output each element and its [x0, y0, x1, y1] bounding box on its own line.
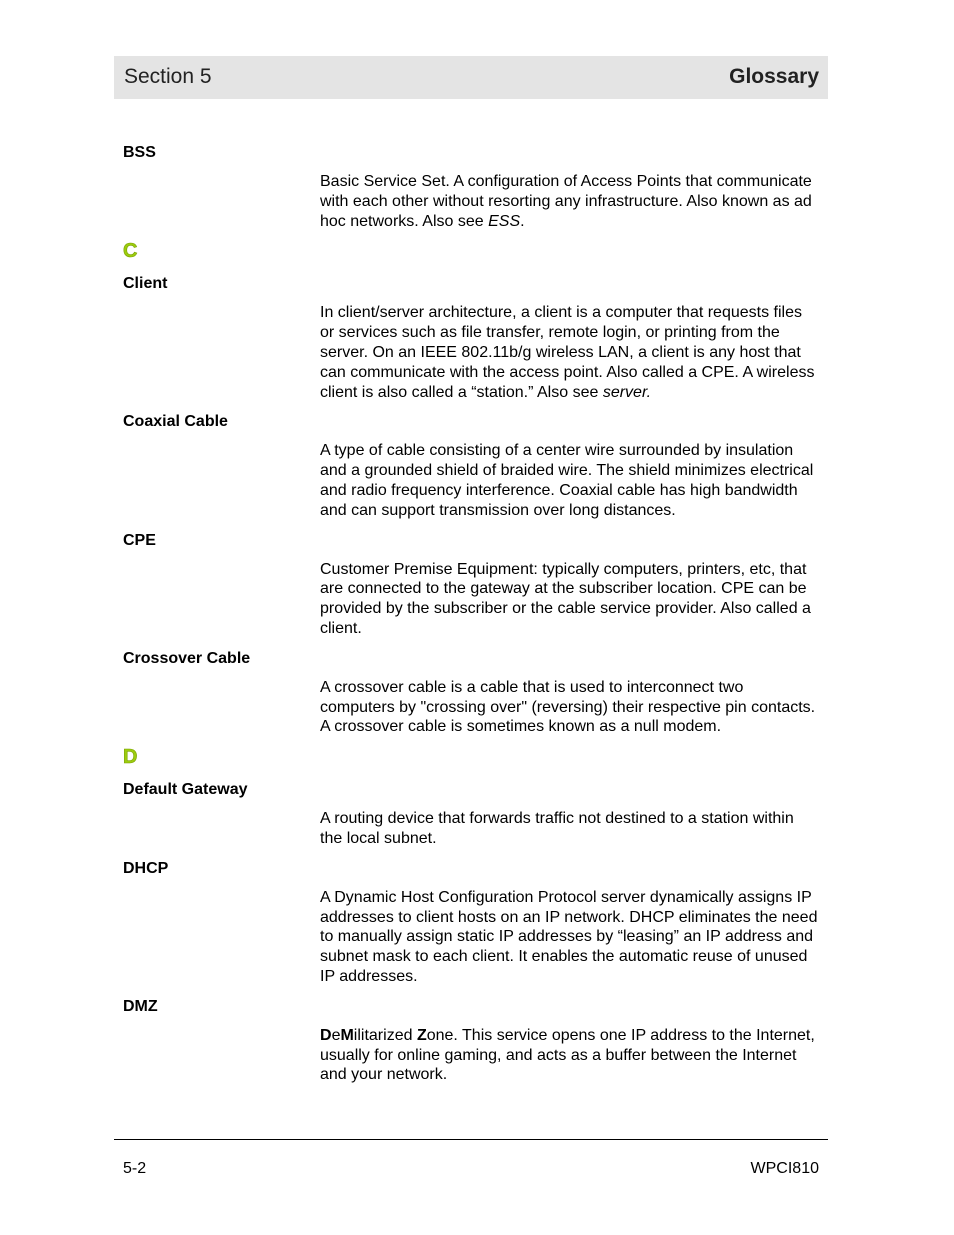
glossary-term: Client — [123, 275, 168, 293]
glossary-term: CPE — [123, 531, 156, 549]
glossary-entry-bss — [123, 143, 819, 231]
glossary-definition: A crossover cable is a cable that is used to interconnect two computers by "crossing over" (reversing) their respective pin contacts. A crossover cable is sometimes known as a null modem. — [320, 678, 816, 736]
glossary-entry-dmz — [123, 997, 819, 1085]
glossary-entry-cpe — [123, 531, 819, 639]
glossary-definition: A type of cable consisting of a center wire surrounded by insulation and a grounded shield of braided wire. The shield minimizes electrical and radio frequency interference. Coaxial cable has high bandwidth and can support transmission over long distances. — [320, 442, 814, 519]
section-label: Section 5 — [124, 65, 212, 88]
glossary-definition: Customer Premise Equipment: typically computers, printers, etc, that are connected to the gateway at the subscriber location. CPE can be provided by the subscriber or the cable service provider. Also called a client. — [320, 560, 811, 637]
glossary-term: BSS — [123, 144, 156, 161]
glossary-entry-client — [123, 274, 819, 402]
glossary-definition: Basic Service Set. A configuration of Access Points that communicate with each other without resorting any infrastructure. Also known as ad hoc networks. Also see ESS. — [320, 173, 812, 230]
glossary-definition: A Dynamic Host Configuration Protocol server dynamically assigns IP addresses to client hosts on an IP network. DHCP eliminates the need to manually assign static IP addresses by “leasing” an IP address and subnet mask to each client. It enables the automatic reuse of unused IP addresses. — [320, 888, 818, 985]
glossary-entry-coaxial-cable — [123, 412, 819, 520]
glossary-definition: DeMilitarized Zone. This service opens one IP address to the Internet, usually for online gaming, and acts as a buffer between the Internet and your network. — [320, 1026, 815, 1084]
glossary-entry-default-gateway — [123, 780, 819, 849]
footer-divider — [114, 1139, 828, 1140]
glossary-term: Crossover Cable — [123, 649, 251, 667]
glossary-entry-dhcp — [123, 859, 819, 987]
page-number: 5-2 — [123, 1160, 147, 1177]
glossary-definition: A routing device that forwards traffic not destined to a station within the local subnet. — [320, 810, 794, 847]
glossary-content — [123, 143, 819, 1095]
page-header — [114, 56, 828, 99]
section-letter-d: D — [123, 746, 138, 769]
glossary-definition: In client/server architecture, a client is a computer that requests files or services such as file transfer, remote login, or printing from the server. On an IEEE 802.11b/g wireless LAN, a client is any host that can communicate with the access point. Also called a CPE. A wireless client is also called a “station.” Also see server. — [320, 304, 815, 401]
glossary-term: Default Gateway — [123, 781, 248, 799]
glossary-term: DHCP — [123, 859, 169, 877]
glossary-entry-crossover-cable — [123, 649, 819, 737]
page-title: Glossary — [729, 65, 819, 88]
product-model: WPCI810 — [750, 1160, 819, 1177]
glossary-term: Coaxial Cable — [123, 413, 228, 431]
section-letter-c: C — [123, 240, 138, 263]
glossary-term: DMZ — [123, 997, 158, 1015]
